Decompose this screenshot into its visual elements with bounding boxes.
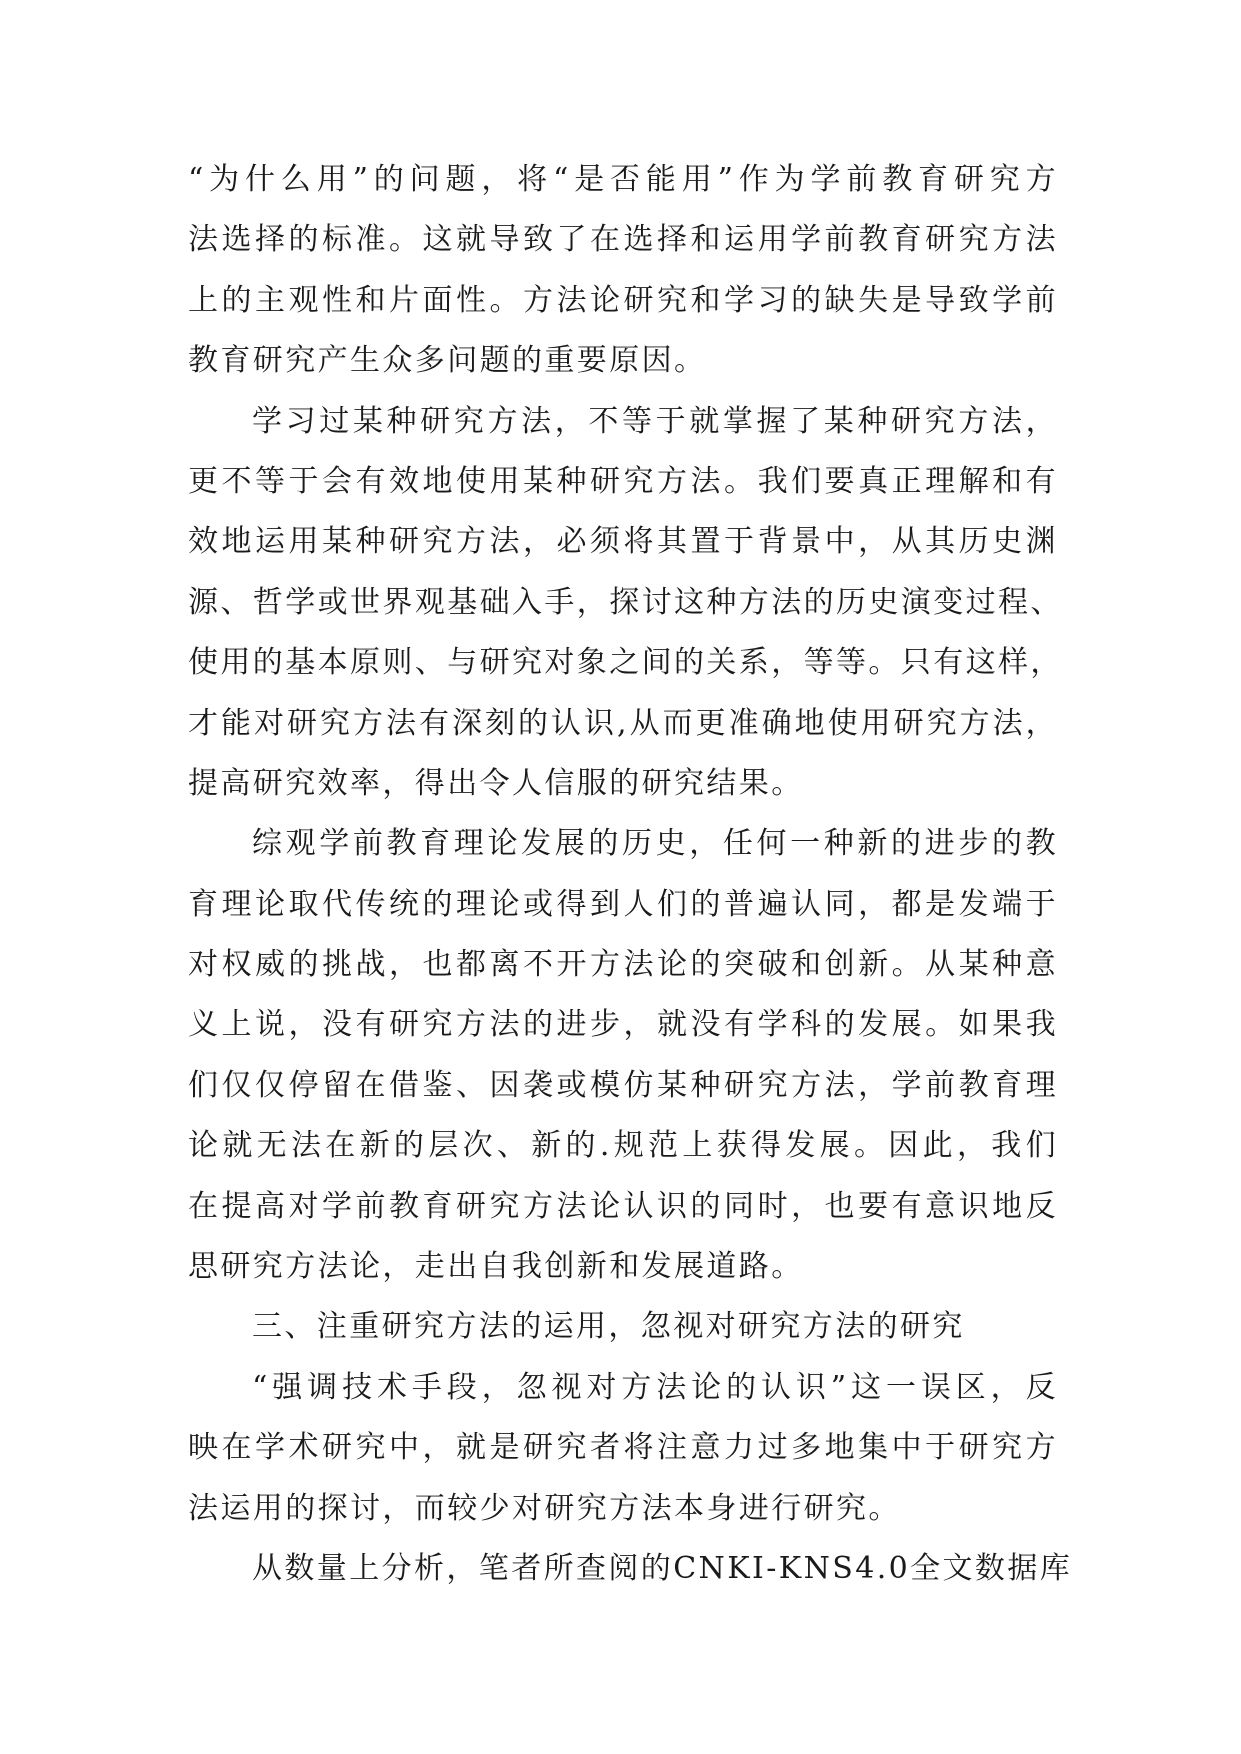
section-heading: 三、注重研究方法的运用，忽视对研究方法的研究: [252, 1309, 965, 1345]
text-line: “为什么用”的问题，将“是否能用”作为学前教育研究方: [188, 162, 1058, 197]
text-line: 使用的基本原则、与研究对象之间的关系，等等。只有这样，: [188, 645, 1063, 681]
text-line: 法选择的标准。这就导致了在选择和运用学前教育研究方法: [188, 222, 1058, 258]
text-line: 思研究方法论，走出自我创新和发展道路。: [188, 1249, 804, 1285]
text-line: 法运用的探讨，而较少对研究方法本身进行研究。: [188, 1490, 901, 1526]
text-line: 源、哲学或世界观基础入手，探讨这种方法的历史演变过程、: [188, 584, 1063, 620]
body-text: [188, 150, 1073, 1599]
text-line: 在提高对学前教育研究方法论认识的同时，也要有意识地反: [188, 1188, 1058, 1224]
text-line: “强调技术手段，忽视对方法论的认识”这一误区，反: [252, 1369, 1058, 1405]
text-line: 映在学术研究中，就是研究者将注意力过多地集中于研究方: [188, 1430, 1058, 1466]
text-line: 们仅仅停留在借鉴、因袭或模仿某种研究方法，学前教育理: [188, 1067, 1058, 1103]
text-line: 育理论取代传统的理论或得到人们的普遍认同，都是发端于: [188, 886, 1058, 922]
text-line: 更不等于会有效地使用某种研究方法。我们要真正理解和有: [188, 463, 1058, 499]
text-line: 对权威的挑战，也都离不开方法论的突破和创新。从某种意: [188, 947, 1058, 983]
text-line: 才能对研究方法有深刻的认识,从而更准确地使用研究方法，: [188, 705, 1058, 741]
text-line: 综观学前教育理论发展的历史，任何一种新的进步的教: [252, 826, 1058, 862]
text-line: 上的主观性和片面性。方法论研究和学习的缺失是导致学前: [188, 282, 1058, 318]
text-line: 学习过某种研究方法，不等于就掌握了某种研究方法，: [252, 403, 1058, 439]
text-line: 义上说，没有研究方法的进步，就没有学科的发展。如果我: [188, 1007, 1058, 1043]
text-line: 从数量上分析，笔者所查阅的CNKI-KNS4.0全文数据库: [252, 1550, 1073, 1586]
text-line: 教育研究产生众多问题的重要原因。: [188, 343, 707, 379]
text-line: 论就无法在新的层次、新的.规范上获得发展。因此，我们: [188, 1128, 1058, 1164]
text-line: 效地运用某种研究方法，必须将其置于背景中，从其历史渊: [188, 524, 1058, 560]
text-line: 提高研究效率，得出令人信服的研究结果。: [188, 765, 804, 801]
